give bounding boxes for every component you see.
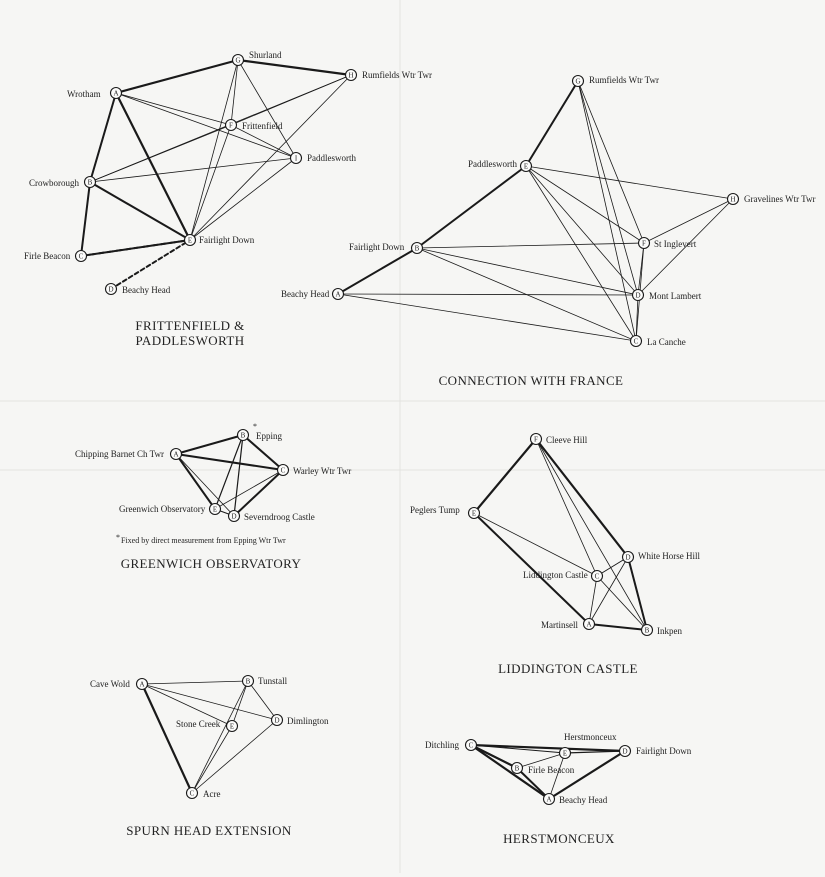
station-frittenfield-A[interactable] bbox=[67, 88, 122, 100]
station-herstmonceux-C[interactable] bbox=[425, 740, 477, 751]
station-greenwich-B[interactable] bbox=[238, 430, 283, 442]
footnote: Fixed by direct measurement from Epping Wtr Twr bbox=[121, 536, 286, 545]
observation-line-C-D bbox=[234, 470, 283, 516]
station-letter: B bbox=[240, 431, 246, 440]
station-name: Tunstall bbox=[258, 676, 288, 686]
station-liddington-A[interactable] bbox=[541, 619, 595, 631]
station-name: Firle Beacon bbox=[528, 765, 575, 775]
observation-line-A-B bbox=[338, 248, 417, 294]
observation-line-E-F bbox=[526, 166, 644, 243]
observation-line-B-E bbox=[417, 166, 526, 248]
observation-line-A-C bbox=[142, 684, 192, 793]
observation-line-F-H bbox=[644, 199, 733, 243]
station-name: Acre bbox=[203, 789, 221, 799]
observation-line-E-C bbox=[474, 513, 597, 576]
station-name: Rumfields Wtr Twr bbox=[589, 75, 660, 85]
observation-line-A-D bbox=[338, 294, 638, 295]
observation-line-E-F bbox=[190, 125, 231, 240]
observation-line-A-C bbox=[338, 294, 636, 341]
station-letter: B bbox=[514, 764, 520, 773]
station-name: Crowborough bbox=[29, 178, 79, 188]
station-frittenfield-D[interactable] bbox=[106, 284, 171, 296]
station-greenwich-D[interactable] bbox=[229, 511, 315, 523]
diagram-title: FRITTENFIELD & bbox=[135, 318, 245, 333]
station-name: Mont Lambert bbox=[649, 291, 702, 301]
station-letter: B bbox=[414, 244, 420, 253]
station-name: Wrotham bbox=[67, 89, 101, 99]
observation-line-B-D bbox=[417, 248, 638, 295]
station-spurn-B[interactable] bbox=[243, 676, 288, 687]
station-letter: A bbox=[586, 620, 592, 629]
station-name: Beachy Head bbox=[281, 289, 330, 299]
observation-line-G-C bbox=[578, 81, 636, 341]
diagram-title: LIDDINGTON CASTLE bbox=[498, 661, 638, 676]
observation-line-A-B bbox=[90, 93, 116, 182]
station-greenwich-C[interactable] bbox=[278, 465, 352, 477]
diagram-title: HERSTMONCEUX bbox=[503, 831, 615, 846]
diagram-title: SPURN HEAD EXTENSION bbox=[126, 823, 292, 838]
station-letter: D bbox=[622, 747, 628, 756]
station-france-D[interactable] bbox=[633, 290, 702, 302]
station-letter: G bbox=[235, 56, 241, 65]
observation-line-F-H bbox=[231, 75, 351, 125]
frittenfield-network bbox=[24, 50, 432, 348]
observation-line-B-D bbox=[248, 681, 277, 720]
asterisk-mark: * bbox=[116, 533, 120, 542]
station-liddington-C[interactable] bbox=[523, 570, 603, 582]
station-name: Fairlight Down bbox=[349, 242, 405, 252]
herstmonceux-network bbox=[425, 732, 692, 846]
observation-line-G-F bbox=[578, 81, 644, 243]
station-france-C[interactable] bbox=[631, 336, 686, 348]
station-herstmonceux-A[interactable] bbox=[544, 794, 608, 806]
diagram-title: PADDLESWORTH bbox=[135, 333, 245, 348]
station-france-F[interactable] bbox=[639, 238, 697, 250]
observation-line-F-E bbox=[474, 439, 536, 513]
station-name: Beachy Head bbox=[559, 795, 608, 805]
station-letter: E bbox=[523, 162, 529, 171]
station-liddington-E[interactable] bbox=[410, 505, 480, 519]
observation-line-F-G bbox=[231, 60, 238, 125]
station-letter: A bbox=[113, 89, 119, 98]
observation-line-E-H bbox=[526, 166, 733, 199]
spurn-network bbox=[90, 676, 329, 839]
station-name: Ditchling bbox=[425, 740, 459, 750]
station-letter: C bbox=[280, 466, 286, 475]
observation-line-E-A bbox=[474, 513, 589, 624]
station-name: Shurland bbox=[249, 50, 282, 60]
diagram-title: CONNECTION WITH FRANCE bbox=[438, 373, 624, 388]
station-name: White Horse Hill bbox=[638, 551, 700, 561]
station-letter: D bbox=[231, 512, 237, 521]
station-letter: F bbox=[642, 239, 646, 248]
station-liddington-D[interactable] bbox=[623, 551, 701, 563]
observation-line-A-B bbox=[176, 435, 243, 454]
station-letter: H bbox=[730, 195, 736, 204]
station-letter: E bbox=[187, 236, 193, 245]
station-name: Liddington Castle bbox=[523, 570, 588, 580]
station-letter: B bbox=[245, 677, 251, 686]
station-name: Greenwich Observatory bbox=[119, 504, 206, 514]
station-name: Warley Wtr Twr bbox=[293, 466, 352, 476]
station-letter: E bbox=[471, 509, 477, 518]
station-greenwich-A[interactable] bbox=[75, 449, 182, 460]
observation-line-F-B bbox=[536, 439, 647, 630]
observation-line-A-G bbox=[116, 60, 238, 93]
station-name: Chipping Barnet Ch Twr bbox=[75, 449, 164, 459]
station-name: Fairlight Down bbox=[199, 235, 255, 245]
station-name: Fairlight Down bbox=[636, 746, 692, 756]
station-spurn-C[interactable] bbox=[187, 788, 221, 800]
station-name: Cleeve Hill bbox=[546, 435, 588, 445]
station-letter: E bbox=[229, 722, 235, 731]
station-letter: A bbox=[546, 795, 552, 804]
station-letter: C bbox=[594, 572, 600, 581]
observation-line-A-D bbox=[142, 684, 277, 720]
observation-line-A-F bbox=[116, 93, 231, 125]
station-name: Firle Beacon bbox=[24, 251, 71, 261]
station-spurn-A[interactable] bbox=[90, 679, 148, 690]
asterisk-mark: * bbox=[253, 422, 257, 431]
observation-line-F-D bbox=[536, 439, 628, 557]
observation-line-A-E bbox=[176, 454, 215, 509]
station-name: La Canche bbox=[647, 337, 686, 347]
station-name: Epping bbox=[256, 431, 282, 441]
station-name: Peglers Tump bbox=[410, 505, 460, 515]
station-france-E[interactable] bbox=[468, 159, 532, 172]
station-france-G[interactable] bbox=[573, 75, 660, 87]
observation-line-B-C bbox=[81, 182, 90, 256]
station-france-H[interactable] bbox=[728, 194, 816, 205]
station-frittenfield-F[interactable] bbox=[226, 120, 283, 132]
observation-line-B-E bbox=[232, 681, 248, 726]
station-liddington-F[interactable] bbox=[531, 434, 588, 446]
station-letter: H bbox=[348, 71, 354, 80]
station-liddington-B[interactable] bbox=[642, 625, 683, 637]
observation-line-E-D bbox=[565, 751, 625, 753]
station-name: Dimlington bbox=[287, 716, 329, 726]
station-name: Severndroog Castle bbox=[244, 512, 315, 522]
station-name: Herstmonceux bbox=[564, 732, 617, 742]
station-letter: C bbox=[189, 789, 195, 798]
station-frittenfield-H[interactable] bbox=[346, 70, 433, 81]
station-frittenfield-C[interactable] bbox=[24, 251, 87, 262]
observation-line-E-C bbox=[526, 166, 636, 341]
diagram-title: GREENWICH OBSERVATORY bbox=[120, 556, 302, 571]
station-letter: E bbox=[562, 749, 568, 758]
station-name: Paddlesworth bbox=[307, 153, 356, 163]
france-network bbox=[281, 75, 816, 388]
station-name: Beachy Head bbox=[122, 285, 171, 295]
station-letter: A bbox=[173, 450, 179, 459]
station-name: Stone Creek bbox=[176, 719, 221, 729]
station-letter: D bbox=[635, 291, 641, 300]
observation-line-E-I bbox=[190, 158, 296, 240]
observation-line-E-C bbox=[192, 726, 232, 793]
station-letter: C bbox=[78, 252, 84, 261]
station-frittenfield-I[interactable] bbox=[291, 153, 357, 164]
station-herstmonceux-D[interactable] bbox=[620, 746, 692, 757]
station-name: Frittenfield bbox=[242, 121, 283, 131]
station-letter: F bbox=[229, 121, 233, 130]
station-name: Inkpen bbox=[657, 626, 682, 636]
station-spurn-D[interactable] bbox=[272, 715, 330, 727]
observation-line-B-I bbox=[90, 158, 296, 182]
observation-line-F-C bbox=[536, 439, 597, 576]
observation-line-E-G bbox=[526, 81, 578, 166]
station-letter: B bbox=[87, 178, 93, 187]
station-letter: A bbox=[335, 290, 341, 299]
station-france-A[interactable] bbox=[281, 289, 344, 300]
observation-line-D-E bbox=[111, 240, 190, 289]
station-name: Gravelines Wtr Twr bbox=[744, 194, 816, 204]
station-letter: A bbox=[139, 680, 145, 689]
station-letter: D bbox=[108, 285, 114, 294]
station-name: St Inglevert bbox=[654, 239, 697, 249]
observation-line-B-F bbox=[417, 243, 644, 248]
station-letter: C bbox=[633, 337, 639, 346]
observation-line-B-C bbox=[192, 681, 248, 793]
station-letter: E bbox=[212, 505, 218, 514]
observation-line-E-A bbox=[549, 753, 565, 799]
station-herstmonceux-E[interactable] bbox=[560, 732, 617, 759]
station-letter: B bbox=[644, 626, 650, 635]
station-letter: C bbox=[468, 741, 474, 750]
observation-line-D-B bbox=[628, 557, 647, 630]
observation-line-G-H bbox=[238, 60, 351, 75]
station-frittenfield-B[interactable] bbox=[29, 177, 96, 189]
station-greenwich-E[interactable] bbox=[119, 504, 221, 515]
station-name: Martinsell bbox=[541, 620, 578, 630]
station-letter: D bbox=[625, 553, 631, 562]
station-letter: I bbox=[294, 154, 298, 163]
observation-line-E-G bbox=[190, 60, 238, 240]
greenwich-network bbox=[75, 422, 351, 571]
station-name: Cave Wold bbox=[90, 679, 130, 689]
station-letter: G bbox=[575, 77, 581, 86]
observation-line-A-B bbox=[589, 624, 647, 630]
observation-line-C-D bbox=[471, 745, 625, 751]
station-letter: F bbox=[534, 435, 538, 444]
station-name: Rumfields Wtr Twr bbox=[362, 70, 433, 80]
station-name: Paddlesworth bbox=[468, 159, 517, 169]
observation-line-A-D bbox=[549, 751, 625, 799]
observation-line-A-B bbox=[142, 681, 248, 684]
station-letter: D bbox=[274, 716, 280, 725]
